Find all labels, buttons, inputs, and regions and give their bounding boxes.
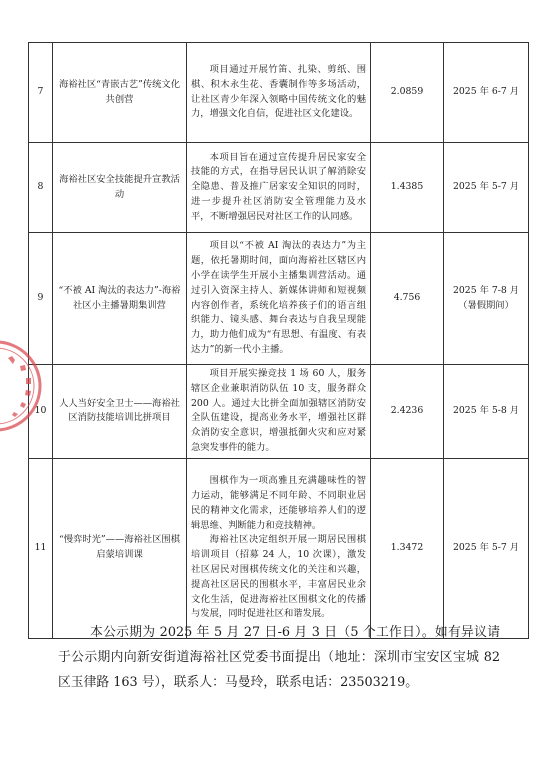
project-description: 本项目旨在通过宣传提升居民家安全技能的方式，在指导居民认识了解消除安全隐患、普及推广居家安全知识的同时，进一步提升社区消防安全管理能力及水平，不断增强居民对社区工作的认同感。: [187, 143, 371, 233]
table-row: [29, 458, 529, 638]
project-table: [28, 42, 529, 639]
project-name: “不被 AI 淘汰的表达力”-海裕社区小主播暑期集训营: [53, 233, 187, 365]
row-number: 7: [29, 43, 53, 143]
project-amount: 1.3472: [371, 458, 444, 638]
project-period: 2025 年 5-8 月: [444, 365, 529, 459]
table-row: [29, 43, 529, 143]
project-amount: 4.756: [371, 233, 444, 365]
project-description: 项目开展实操竞技 1 场 60 人，服务辖区企业兼职消防队伍 10 支，服务群众 200 人。通过大比拼全面加强辖区消防安全队伍建设，提高业务水平，增强社区群众消防安全意识，增强抵御火灾和应对紧急突发事件的能力。: [187, 365, 371, 459]
project-amount: 2.4236: [371, 365, 444, 459]
project-name: 海裕社区“青嵌古艺”传统文化共创营: [53, 43, 187, 143]
row-number: 8: [29, 143, 53, 233]
row-number: 10: [29, 365, 53, 459]
project-period: 2025 年 6-7 月: [444, 43, 529, 143]
project-description: 项目以“不被 AI 淘汰的表达力”为主题，依托暑期时间，面向海裕社区辖区内小学在读学生开展小主播集训营活动。通过引入资深主持人、新媒体讲师和短视频内容创作者，系统化培养孩子们的语言组织能力、镜头感、舞台表达与自我呈现能力，助力他们成为“有思想、有温度、有表达力”的新一代小主播。: [187, 233, 371, 365]
project-name: 海裕社区安全技能提升宣教活动: [53, 143, 187, 233]
project-description: 围棋作为一项高雅且充满趣味性的智力运动，能够满足不同年龄、不同职业居民的精神文化需求，还能够培养人们的逻辑思维、判断能力和竞技精神。 海裕社区决定组织开展一期居民围棋培训项目（招募 24 人，10 次课），激发社区居民对围棋传统文化的关注和兴趣，提高社区居民的围棋水平，丰富居民业余文化生活，促进海裕社区围棋文化的传播与发展，同时促进社区和谐发展。: [187, 458, 371, 638]
project-amount: 2.0859: [371, 43, 444, 143]
project-description: 项目通过开展竹笛、扎染、剪纸、围棋、积木永生花、香囊制作等多场活动，让社区青少年深入领略中国传统文化的魅力，增强文化自信，促进社区文化建设。: [187, 43, 371, 143]
public-notice-paragraph: [58, 620, 500, 695]
official-seal-stamp: [0, 338, 52, 434]
row-number: 11: [29, 458, 53, 638]
project-period: 2025 年 5-7 月: [444, 143, 529, 233]
row-number: 9: [29, 233, 53, 365]
table-row: [29, 233, 529, 365]
notice-text: 本公示期为 2025 年 5 月 27 日-6 月 3 日（5 个工作日）。如有异议请于公示期内向新安街道海裕社区党委书面提出（地址：深圳市宝安区宝城 82 区玉律路 163 号），联系人：马曼玲，联系电话：23503219。: [58, 625, 500, 690]
project-name: 人人当好安全卫士——海裕社区消防技能培训比拼项目: [53, 365, 187, 459]
project-period: 2025 年 5-7 月: [444, 458, 529, 638]
table-row: [29, 143, 529, 233]
project-amount: 1.4385: [371, 143, 444, 233]
table-row: [29, 365, 529, 459]
project-name: “慢弈时光”——海裕社区围棋启蒙培训课: [53, 458, 187, 638]
project-period: 2025 年 7-8 月（暑假期间）: [444, 233, 529, 365]
